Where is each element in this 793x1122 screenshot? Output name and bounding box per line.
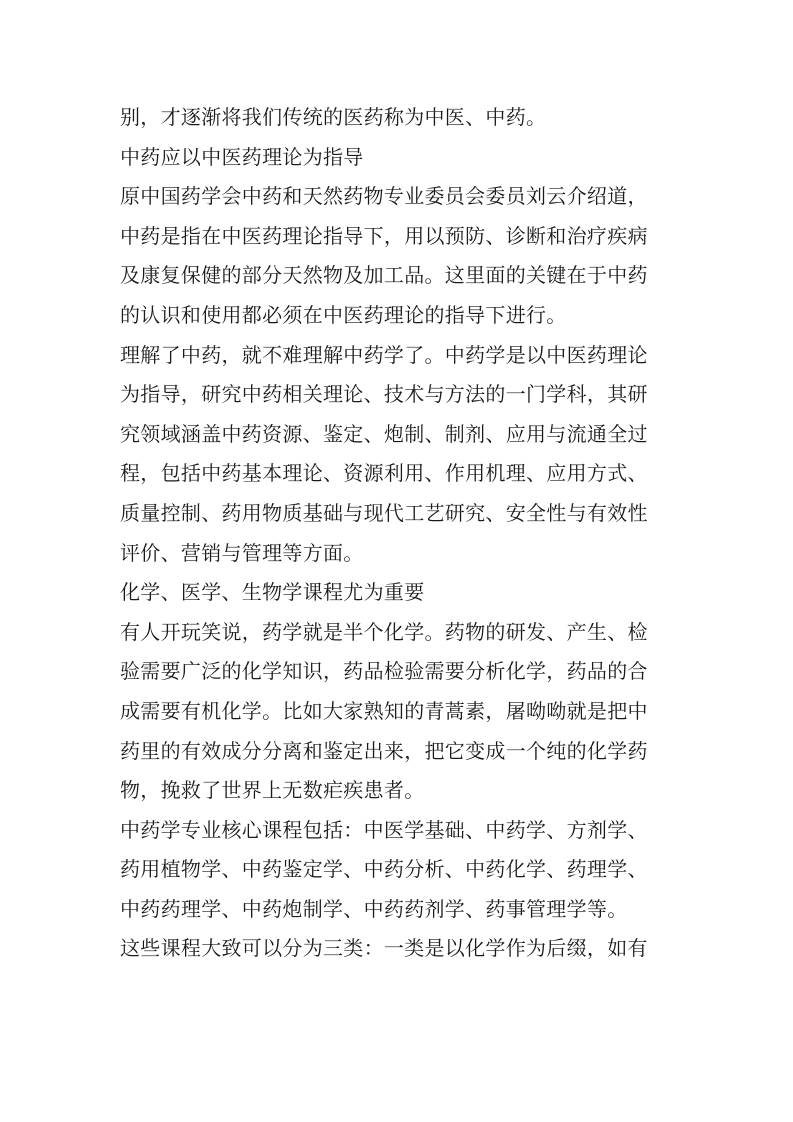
text-line: 中药学专业核心课程包括：中医学基础、中药学、方剂学、 bbox=[120, 817, 648, 842]
text-line: 验需要广泛的化学知识，药品检验需要分析化学，药品的合 bbox=[120, 659, 648, 684]
text-line: 质量控制、药用物质基础与现代工艺研究、安全性与有效性 bbox=[120, 500, 648, 525]
section-heading: 化学、医学、生物学课程尤为重要 bbox=[120, 580, 425, 605]
text-line: 评价、营销与管理等方面。 bbox=[120, 540, 364, 565]
text-line: 究领域涵盖中药资源、鉴定、炮制、制剂、应用与流通全过 bbox=[120, 421, 648, 446]
text-line: 药里的有效成分分离和鉴定出来，把它变成一个纯的化学药 bbox=[120, 738, 648, 763]
text-line: 有人开玩笑说，药学就是半个化学。药物的研发、产生、检 bbox=[120, 619, 648, 644]
text-line: 这些课程大致可以分为三类：一类是以化学作为后缀，如有 bbox=[120, 936, 648, 961]
text-line: 程，包括中药基本理论、资源利用、作用机理、应用方式、 bbox=[120, 461, 648, 486]
body-text bbox=[120, 98, 680, 969]
text-line: 及康复保健的部分天然物及加工品。这里面的关键在于中药 bbox=[120, 263, 648, 288]
section-heading: 中药应以中医药理论为指导 bbox=[120, 144, 364, 169]
text-line: 理解了中药，就不难理解中药学了。中药学是以中医药理论 bbox=[120, 342, 648, 367]
text-line: 中药药理学、中药炮制学、中药药剂学、药事管理学等。 bbox=[120, 896, 628, 921]
text-line: 成需要有机化学。比如大家熟知的青蒿素，屠呦呦就是把中 bbox=[120, 698, 648, 723]
text-line: 别，才逐渐将我们传统的医药称为中医、中药。 bbox=[120, 105, 547, 129]
text-line: 原中国药学会中药和天然药物专业委员会委员刘云介绍道， bbox=[120, 184, 648, 209]
text-line: 为指导，研究中药相关理论、技术与方法的一门学科，其研 bbox=[120, 382, 648, 407]
text-line: 物，挽救了世界上无数疟疾患者。 bbox=[120, 778, 425, 803]
text-line: 的认识和使用都必须在中医药理论的指导下进行。 bbox=[120, 302, 567, 327]
text-line: 中药是指在中医药理论指导下，用以预防、诊断和治疗疾病 bbox=[120, 223, 648, 248]
text-line: 药用植物学、中药鉴定学、中药分析、中药化学、药理学、 bbox=[120, 857, 648, 882]
